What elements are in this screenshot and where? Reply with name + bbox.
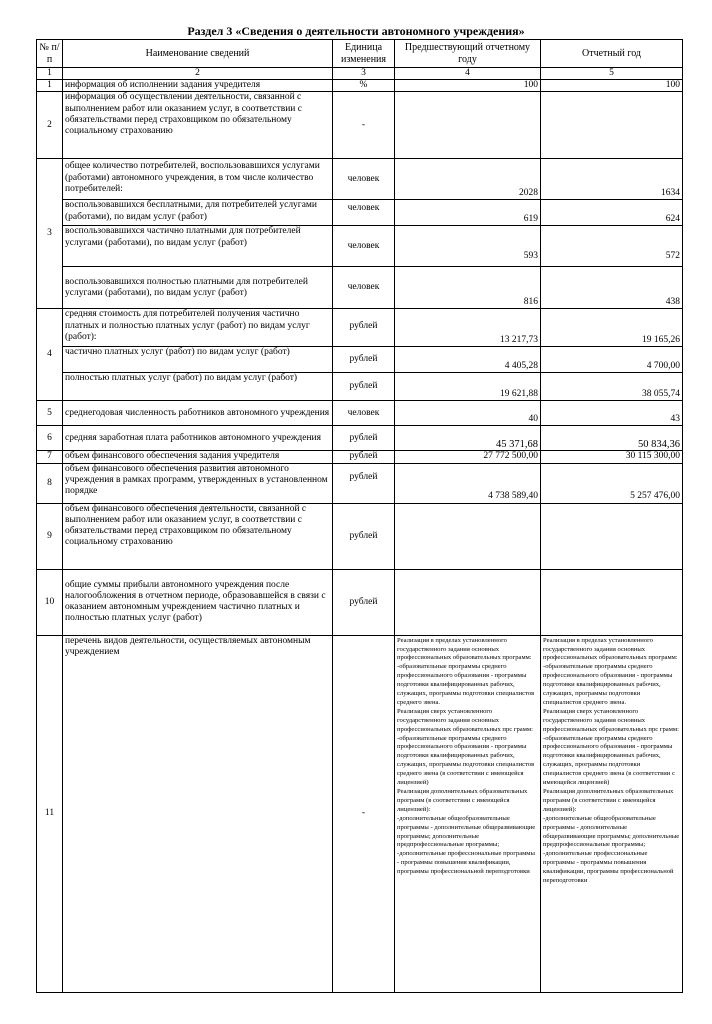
column-number-row (37, 68, 683, 80)
row-prev-value (395, 503, 541, 569)
row-curr-value: 43 (541, 401, 683, 426)
row-unit: рублей (333, 503, 395, 569)
row-prev-value: 619 (395, 200, 541, 226)
row-number: 9 (37, 503, 63, 569)
row-name: перечень видов деятельности, осуществляемых автономным учреждением (63, 635, 333, 992)
row-unit: рублей (333, 373, 395, 401)
table-row (37, 92, 683, 159)
row-prev-value: 100 (395, 80, 541, 92)
row-unit: человек (333, 401, 395, 426)
row-prev-value: 2028 (395, 159, 541, 200)
row-number: 8 (37, 463, 63, 503)
header-unit: Единица изменения (333, 40, 395, 68)
row-number: 4 (37, 309, 63, 401)
table-row (37, 401, 683, 426)
row-name: объем финансового обеспечения задания учредителя (63, 451, 333, 463)
colnum-4: 4 (395, 68, 541, 80)
table-row (37, 503, 683, 569)
row-prev-value (395, 92, 541, 159)
row-unit: человек (333, 226, 395, 267)
row-curr-value: 1634 (541, 159, 683, 200)
row-curr-value: 100 (541, 80, 683, 92)
row-prev-value: 13 217,73 (395, 309, 541, 347)
row-curr-value: 4 700,00 (541, 347, 683, 373)
row-unit: рублей (333, 347, 395, 373)
row-name: полностью платных услуг (работ) по видам услуг (работ) (63, 373, 333, 401)
row-name: средняя стоимость для потребителей получения частично платных и полностью платных услуг (работ) по видам услуг (работ): (63, 309, 333, 347)
row-prev-value: 4 405,28 (395, 347, 541, 373)
row-name: средняя заработная плата работников автономного учреждения (63, 426, 333, 451)
header-name: Наименование сведений (63, 40, 333, 68)
table-row (37, 635, 683, 992)
row-curr-value: 30 115 300,00 (541, 451, 683, 463)
table-row (37, 426, 683, 451)
row-number: 11 (37, 635, 63, 992)
header-num: № п/п (37, 40, 63, 68)
row-name: объем финансового обеспечения развития автономного учреждения в рамках программ, утвержденных в установленном порядке (63, 463, 333, 503)
row-curr-value (541, 503, 683, 569)
row-prev-value: 27 772 500,00 (395, 451, 541, 463)
row-unit: рублей (333, 309, 395, 347)
row-number: 1 (37, 80, 63, 92)
colnum-3: 3 (333, 68, 395, 80)
table-row (37, 347, 683, 373)
row-curr-value: 5 257 476,00 (541, 463, 683, 503)
row-name: информация об осуществлении деятельности, связанной с выполнением работ или оказанием услуг, в соответствии с обязательствами перед страховщиком по обязательному социальному страхованию (63, 92, 333, 159)
row-prev-value (395, 569, 541, 635)
table-row (37, 226, 683, 267)
row-curr-value: 19 165,26 (541, 309, 683, 347)
colnum-5: 5 (541, 68, 683, 80)
row-curr-value: 50 834,36 (541, 426, 683, 451)
colnum-1: 1 (37, 68, 63, 80)
row-prev-value: 816 (395, 267, 541, 309)
header-prev: Предшествующий отчетному году (395, 40, 541, 68)
row-number: 6 (37, 426, 63, 451)
table-row (37, 200, 683, 226)
table-row (37, 159, 683, 200)
row-name: среднегодовая численность работников автономного учреждения (63, 401, 333, 426)
row-unit: - (333, 92, 395, 159)
row-curr-activity-list: Реализация в пределах установленного государственного задания основных профессиональных образовательных программ: -образовательные программы среднего профессионального образования - программы подготовки квалифицированных рабочих, служащих, программы подготовки специалистов среднего звена. Реализация сверх установленного государственного задания основных профессиональных образовательных прс грамм: -образовательные программы среднего профессионального образования - программы подготовки квалифицированных рабочих, служащих, программы подготовки специалистов среднего звена (в соответствии с имеющейся лицензией) Реализация дополнительных образовательных программ (в соответствии с имеющейся лицензией): -дополнительные общеобразовательные программы - дополнительные общеразвивающие программы; дополнительные предпрофессиональные программы; -дополнительные профессиональные программы - программы повышения квалификации, программы профессиональной переподготовки (541, 635, 683, 992)
activity-table (36, 39, 683, 993)
row-unit: человек (333, 267, 395, 309)
row-name: общие суммы прибыли автономного учреждения после налогообложения в отчетном периоде, образовавшейся в связи с оказанием автономным учреждением частично платных и полностью платных услуг (работ) (63, 569, 333, 635)
row-name: воспользовавшихся частично платными для потребителей услугами (работами), по видам услуг (работ) (63, 226, 333, 267)
row-unit: рублей (333, 569, 395, 635)
row-unit: человек (333, 200, 395, 226)
row-curr-value (541, 92, 683, 159)
row-prev-activity-list: Реализация в пределах установленного государственного задания основных профессиональных образовательных программ: -образовательные программы среднего профессионального образования - программы подготовки квалифицированных рабочих, служащих, программы подготовки специалистов среднего звена. Реализация сверх установленного государственного задания основных профессиональных образовательных прс грамм: -образовательные программы среднего профессионального образования - программы подготовки квалифицированных рабочих, служащих, программы подготовки специалистов среднего звена (в соответствии с имеющейся лицензией) Реализация дополнительных образовательных программ (в соответствии с имеющейся лицензией): -дополнительные общеобразовательные программы - дополнительные общеразвивающие программы; дополнительные предпрофессиональные программы; -дополнительные профессиональные программы - программы повышения квалификации, программы профессиональной переподготовки (395, 635, 541, 992)
row-curr-value: 38 055,74 (541, 373, 683, 401)
row-unit: человек (333, 159, 395, 200)
table-row (37, 267, 683, 309)
table-row (37, 463, 683, 503)
row-name: частично платных услуг (работ) по видам услуг (работ) (63, 347, 333, 373)
colnum-2: 2 (63, 68, 333, 80)
row-number: 3 (37, 159, 63, 309)
row-prev-value: 19 621,88 (395, 373, 541, 401)
row-unit: рублей (333, 426, 395, 451)
table-header-row (37, 40, 683, 68)
section-title: Раздел 3 «Сведения о деятельности автономного учреждения» (187, 24, 525, 38)
row-prev-value: 4 738 589,40 (395, 463, 541, 503)
row-name: информация об исполнении задания учредителя (63, 80, 333, 92)
row-curr-value: 438 (541, 267, 683, 309)
row-name: воспользовавшихся бесплатными, для потребителей услугами (работами), по видам услуг (работ) (63, 200, 333, 226)
row-number: 7 (37, 451, 63, 463)
row-prev-value: 593 (395, 226, 541, 267)
table-row (37, 451, 683, 463)
row-unit: - (333, 635, 395, 992)
row-number: 10 (37, 569, 63, 635)
table-row (37, 373, 683, 401)
row-name: общее количество потребителей, воспользовавшихся услугами (работами) автономного учреждения, в том числе количество потребителей: (63, 159, 333, 200)
table-row (37, 80, 683, 92)
header-curr: Отчетный год (541, 40, 683, 68)
row-prev-value: 40 (395, 401, 541, 426)
row-name: объем финансового обеспечения деятельности, связанной с выполнением работ или оказанием услуг, в соответствии с обязательствами перед страховщиком по обязательному социальному страхованию (63, 503, 333, 569)
row-unit: % (333, 80, 395, 92)
row-unit: рублей (333, 451, 395, 463)
row-name: воспользовавшихся полностью платными для потребителей услугами (работами), по видам услуг (работ) (63, 267, 333, 309)
row-curr-value (541, 569, 683, 635)
row-prev-value: 45 371,68 (395, 426, 541, 451)
row-unit: рублей (333, 463, 395, 503)
row-curr-value: 624 (541, 200, 683, 226)
table-row (37, 569, 683, 635)
row-curr-value: 572 (541, 226, 683, 267)
table-row (37, 309, 683, 347)
row-number: 2 (37, 92, 63, 159)
row-number: 5 (37, 401, 63, 426)
